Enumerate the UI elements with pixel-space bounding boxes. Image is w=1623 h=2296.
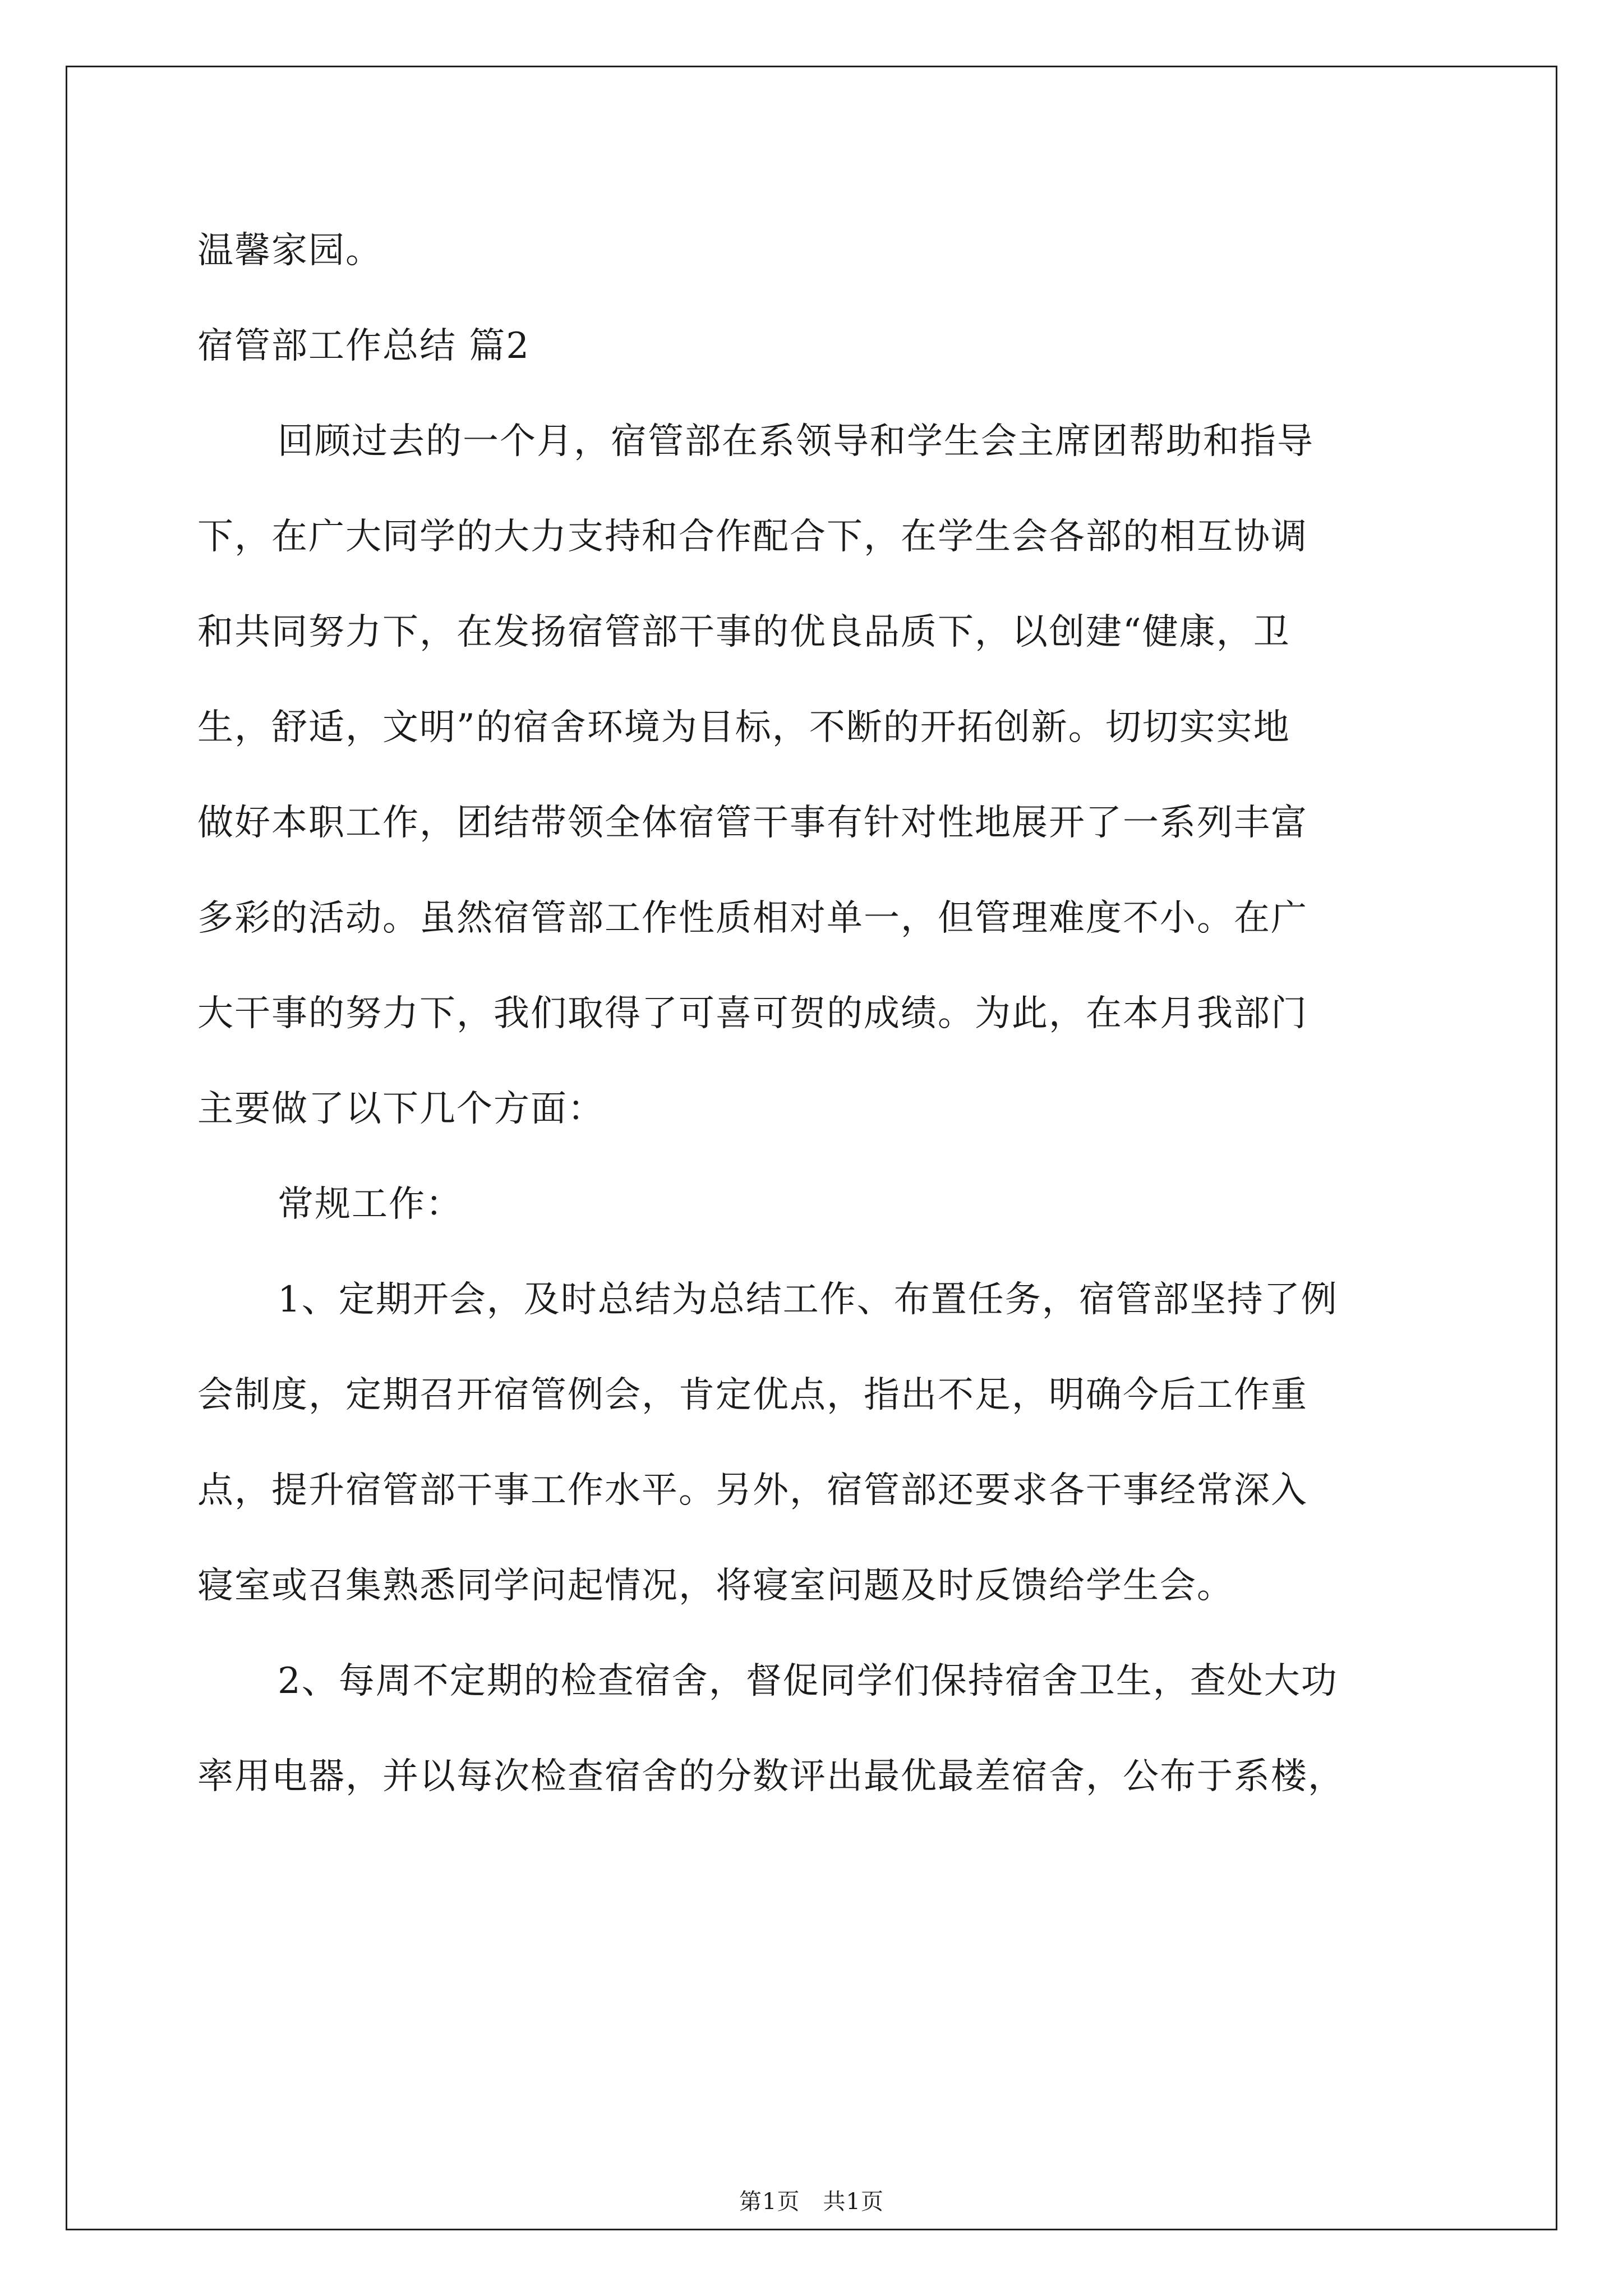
paragraph-line: 1、定期开会，及时总结为总结工作、布置任务，宿管部坚持了例 [278,1279,1338,1320]
paragraph-line: 多彩的活动。虽然宿管部工作性质相对单一，但管理难度不小。在广 [197,898,1308,939]
paragraph-line: 主要做了以下几个方面： [197,1088,605,1130]
paragraph-line: 大干事的努力下，我们取得了可喜可贺的成绩。为此，在本月我部门 [197,993,1308,1034]
page-frame [66,66,1557,2230]
text-line-closing: 温馨家园。 [197,230,382,272]
paragraph-line: 生，舒适，文明”的宿舍环境为目标，不断的开拓创新。切切实实地 [197,707,1290,748]
paragraph-line: 率用电器，并以每次检查宿舍的分数评出最优最差宿舍，公布于系楼， [197,1756,1345,1797]
paragraph-line: 和共同努力下，在发扬宿管部干事的优良品质下，以创建“健康，卫 [197,611,1290,653]
paragraph-line: 下，在广大同学的大力支持和合作配合下，在学生会各部的相互协调 [197,516,1308,558]
page-footer: 第1页 共1页 [739,2189,884,2215]
paragraph-line: 会制度，定期召开宿管例会，肯定优点，指出不足，明确今后工作重 [197,1374,1308,1416]
paragraph-line: 点，提升宿管部干事工作水平。另外，宿管部还要求各干事经常深入 [197,1470,1308,1511]
paragraph-line: 回顾过去的一个月，宿管部在系领导和学生会主席团帮助和指导 [278,421,1314,462]
subheading: 常规工作： [278,1184,463,1225]
paragraph-line: 2、每周不定期的检查宿舍，督促同学们保持宿舍卫生，查处大功 [278,1660,1338,1702]
paragraph-line: 寝室或召集熟悉同学问起情况，将寝室问题及时反馈给学生会。 [197,1565,1234,1607]
paragraph-line: 做好本职工作，团结带领全体宿管干事有针对性地展开了一系列丰富 [197,802,1308,844]
section-title: 宿管部工作总结 篇2 [197,325,531,367]
